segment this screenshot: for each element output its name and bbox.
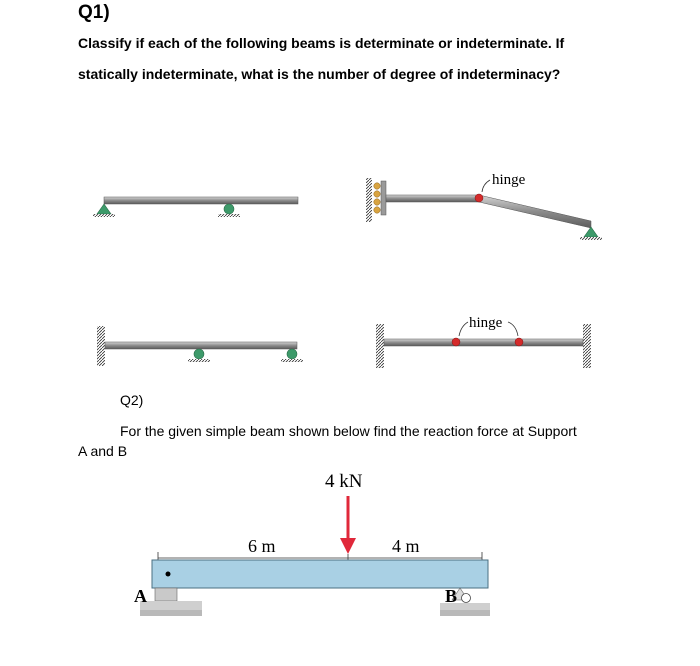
beam-3-figure (97, 326, 303, 366)
load-label: 4 kN (325, 471, 363, 492)
hinge-label-bottom: hinge (469, 315, 503, 331)
q2-beam (152, 560, 488, 588)
q1-prompt-line-2: statically indeterminate, what is the number of degree of indeterminacy? (78, 66, 561, 82)
beam-2-left-segment (386, 195, 479, 202)
wall-left (366, 178, 372, 222)
wall-left (97, 326, 105, 366)
beam-4-figure (376, 315, 591, 368)
pin-support-left (93, 204, 115, 217)
hinge-label-top: hinge (492, 172, 526, 188)
beam-1-figure (93, 197, 298, 217)
pin-support-right (580, 227, 602, 240)
slider-plate (381, 181, 386, 215)
beam-2-figure (366, 172, 602, 240)
dimension-right: 4 m (392, 536, 420, 556)
dimension-left: 6 m (248, 536, 276, 556)
beam-2-inclined-segment (479, 195, 591, 228)
roller-support-middle (188, 349, 210, 362)
hinge-point (475, 194, 483, 202)
slider-rollers (374, 183, 380, 213)
load-arrow (340, 496, 356, 554)
support-a (140, 588, 202, 616)
beam-1 (104, 197, 298, 204)
beam-3 (105, 342, 297, 349)
q1-prompt-line-1: Classify if each of the following beams is determinate or indeterminate. If (78, 35, 565, 51)
support-a-label: A (134, 586, 147, 606)
support-b-label: B (445, 586, 458, 606)
q2-prompt-line-1: For the given simple beam shown below find the reaction force at Support (120, 423, 577, 439)
hinge-point-right (515, 338, 523, 346)
beam-4 (384, 339, 583, 346)
left-end-dot (166, 572, 171, 577)
q2-beam-figure (134, 471, 490, 616)
wall-right (583, 324, 591, 368)
wall-left (376, 324, 384, 368)
roller-support-right (281, 349, 303, 362)
q2-prompt-line-2: A and B (78, 443, 128, 459)
q1-heading: Q1) (78, 2, 110, 23)
q2-heading: Q2) (120, 392, 144, 408)
hinge-point-left (452, 338, 460, 346)
roller-support-middle (218, 204, 240, 217)
